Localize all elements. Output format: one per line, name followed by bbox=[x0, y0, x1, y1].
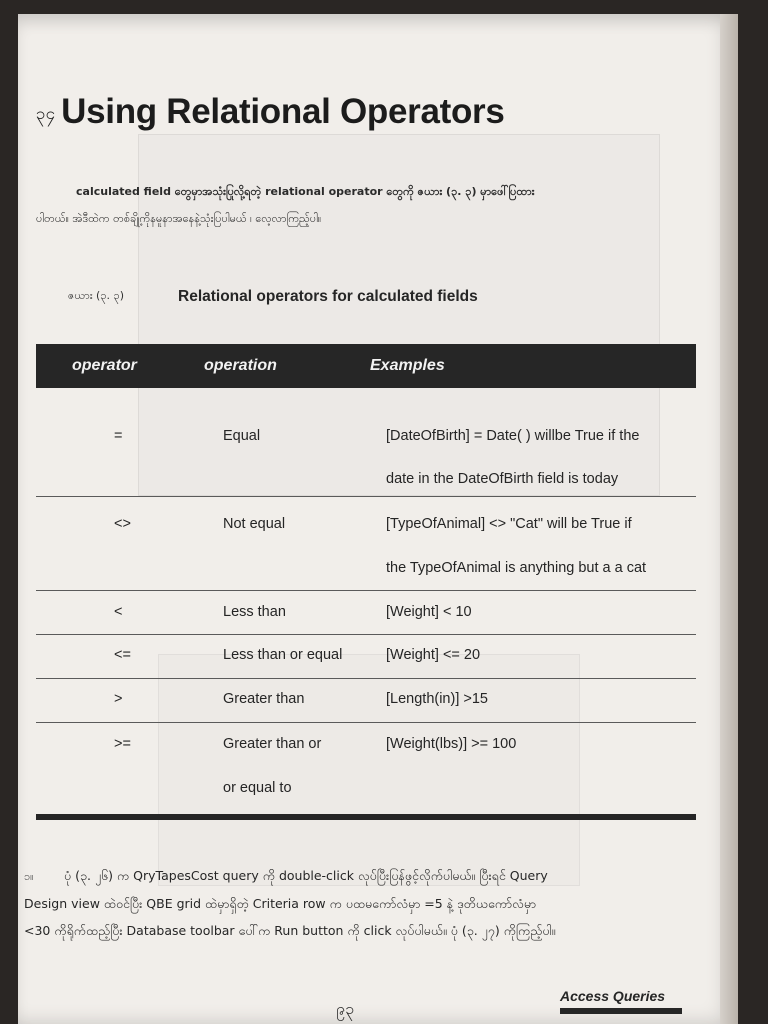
table-row bbox=[36, 388, 696, 497]
intro-line-2: ပါတယ်။ အဲဒီထဲက တစ်ချို့ကိုနမူနာအနေနဲ့သုံးပြပါမယ် ၊ လေ့လာကြည့်ပါ။ bbox=[36, 212, 322, 225]
table-caption-label: ဇယား (၃. ၃) bbox=[68, 289, 124, 302]
header-operation: operation bbox=[204, 357, 277, 374]
table-row bbox=[36, 678, 696, 723]
operators-table bbox=[36, 344, 696, 824]
row-operation: Greater than or bbox=[223, 736, 322, 752]
section-heading bbox=[36, 92, 505, 132]
row-operation-continued: or equal to bbox=[223, 780, 292, 796]
row-example: [Length(in)] >15 bbox=[386, 691, 488, 707]
table-row bbox=[36, 590, 696, 635]
row-example: [DateOfBirth] = Date( ) willbe True if the bbox=[386, 428, 640, 444]
header-examples: Examples bbox=[370, 357, 445, 374]
table-header bbox=[36, 344, 696, 388]
table-row bbox=[36, 634, 696, 679]
row-example: [Weight(lbs)] >= 100 bbox=[386, 736, 517, 752]
page-edge bbox=[720, 14, 738, 1024]
row-operation: Not equal bbox=[223, 516, 286, 532]
step-line-3: <30 ကိုရိုက်ထည့်ပြီး Database toolbar ပေါ်က Run button ကို click လုပ်ပါမယ်။ ပုံ (၃. ၂၇) ကိုကြည့်ပါ။ bbox=[24, 923, 556, 938]
footer-rule bbox=[560, 1008, 682, 1014]
step-line-1-text: ပုံ (၃. ၂၆) က QryTapesCost query ကို double-click လုပ်ပြီးပြန်ဖွင့်လိုက်ပါမယ်။ ပြီးရင် Query bbox=[64, 868, 548, 883]
section-title: Using Relational Operators bbox=[61, 92, 505, 131]
row-operator: <= bbox=[114, 647, 131, 663]
row-operator: <> bbox=[114, 516, 131, 532]
step-line-1 bbox=[24, 862, 704, 890]
row-example: [TypeOfAnimal] <> "Cat" will be True if bbox=[386, 516, 632, 532]
table-caption bbox=[68, 288, 478, 306]
row-operator: < bbox=[114, 604, 123, 620]
row-operator: > bbox=[114, 691, 123, 707]
table-bottom-rule bbox=[36, 814, 696, 820]
row-operator: = bbox=[114, 428, 123, 444]
row-operation: Less than or equal bbox=[223, 647, 343, 663]
row-example-continued: the TypeOfAnimal is anything but a a cat bbox=[386, 560, 647, 576]
row-operation: Equal bbox=[223, 428, 261, 444]
header-operator: operator bbox=[72, 357, 137, 374]
table-row bbox=[36, 496, 696, 591]
table-caption-title: Relational operators for calculated fields bbox=[178, 288, 478, 305]
section-number: ၃၄ bbox=[36, 104, 56, 124]
table-body bbox=[36, 388, 696, 824]
row-operation: Greater than bbox=[223, 691, 305, 707]
page-number: ၉၃ bbox=[336, 999, 354, 1018]
step-number: ၁။ bbox=[24, 870, 34, 883]
table-row bbox=[36, 722, 696, 822]
book-page bbox=[18, 14, 738, 1024]
step-line-2: Design view ထဲဝင်ပြီး QBE grid ထဲမှာရှိတဲ့ Criteria row က ပထမကော်လံမှာ =5 နဲ့ ဒုတိယကော်လံမှာ bbox=[24, 896, 537, 911]
row-example: [Weight] < 10 bbox=[386, 604, 472, 620]
intro-line-1: calculated field တွေမှာအသုံးပြုလို့ရတဲ့ relational operator တွေကို ဇယား (၃. ၃) မှာဖေါ်ပြထား bbox=[76, 185, 535, 198]
row-operator: >= bbox=[114, 736, 131, 752]
row-example: [Weight] <= 20 bbox=[386, 647, 481, 663]
intro-text bbox=[36, 178, 696, 232]
step-paragraph bbox=[24, 862, 704, 944]
row-operation: Less than bbox=[223, 604, 286, 620]
row-example-continued: date in the DateOfBirth field is today bbox=[386, 471, 619, 487]
footer-chapter-label: Access Queries bbox=[560, 988, 666, 1004]
